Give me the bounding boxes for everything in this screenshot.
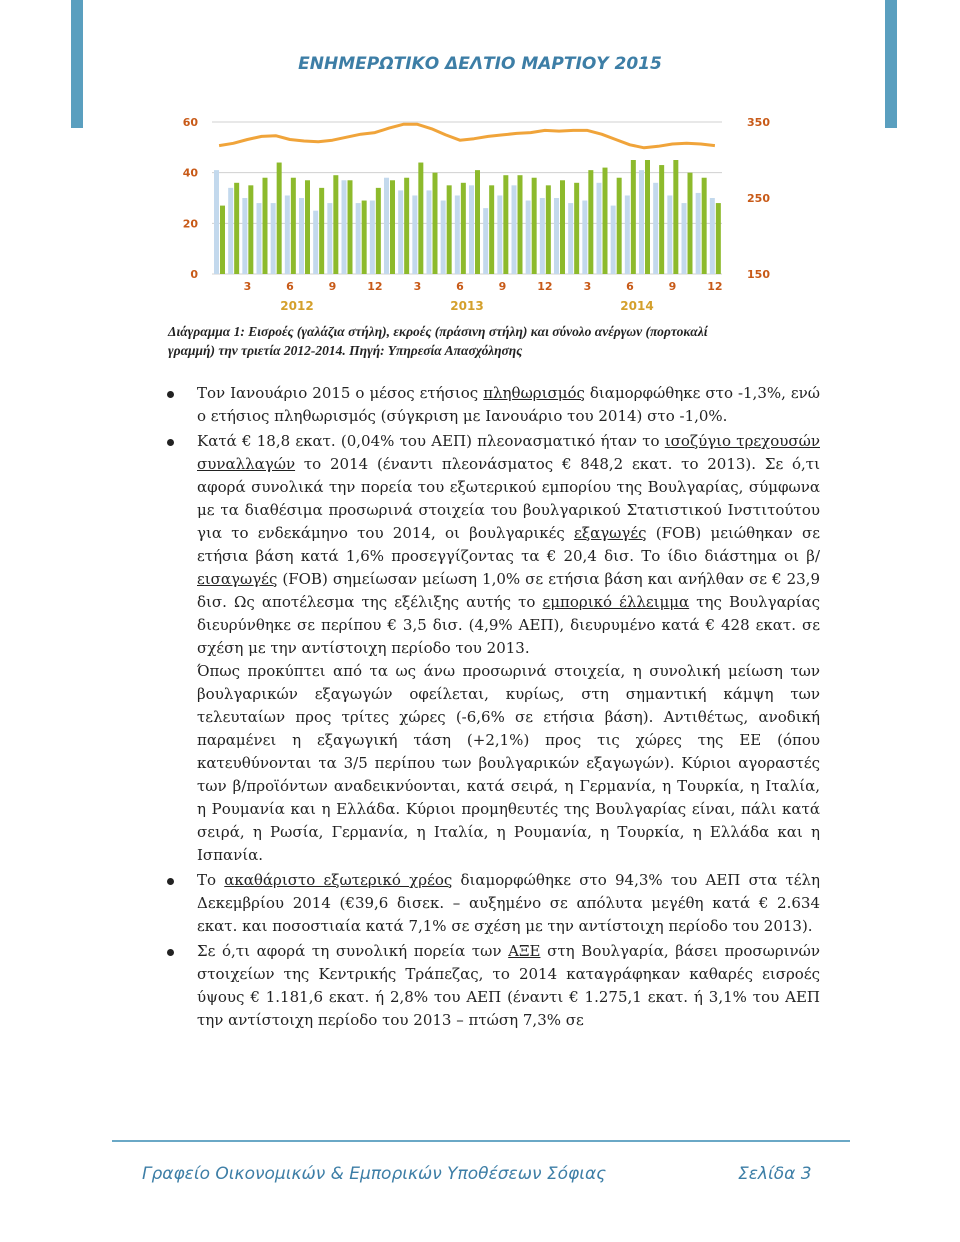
inflow-bar: [257, 203, 262, 274]
inflow-bar: [342, 180, 347, 274]
outflow-bar: [645, 160, 650, 274]
inflow-bar: [483, 208, 488, 274]
year-label: 2012: [280, 299, 314, 313]
inflow-bar: [582, 201, 587, 274]
bullet-text: (FOB) μειώθηκαν σε ετήσια βάση κατά 1,6% προσεγγίζοντας τα € 20,4 δισ. Το ίδιο διάστημα οι β/: [197, 524, 820, 565]
bullet-text: Κατά € 18,8 εκατ. (0,04% του ΑΕΠ) πλεονασματικό ήταν το: [197, 432, 665, 450]
unemployed-line: [219, 124, 715, 148]
inflow-bar: [299, 198, 304, 274]
left-axis-tick-label: 40: [182, 166, 198, 180]
outflow-bar: [631, 160, 636, 274]
inflow-bar: [412, 195, 417, 274]
outflow-bar: [390, 180, 395, 274]
footer-divider: [112, 1140, 850, 1142]
labour-flows-chart: [170, 106, 790, 322]
bullet-current-account: [168, 430, 820, 660]
outflow-bar: [503, 175, 508, 274]
inflow-bar: [356, 203, 361, 274]
outflow-bar: [688, 173, 693, 274]
inflow-bar: [313, 211, 318, 274]
outflow-bar: [433, 173, 438, 274]
footer-page-number: Σελίδα 3: [738, 1164, 812, 1184]
outflow-bar: [362, 201, 367, 274]
month-tick-label: 6: [626, 280, 634, 293]
bullet-text: διαμορφώθηκε στο 94,3% του ΑΕΠ στα τέλη Δεκεμβρίου 2014 (€39,6 δισεκ. – αυξημένο σε απόλυτα μεγέθη κατά € 2.634 εκατ. και ποσοστιαία κατά 7,1% σε σχέση με την αντίστοιχη περίοδο του 2013).: [197, 871, 820, 935]
paragraph-trade-partners: Όπως προκύπτει από τα ως άνω προσωρινά στοιχεία, η συνολική μείωση των βουλγαρικών εξαγωγών οφείλεται, κυρίως, στη σημαντική κάμψη των τελευταίων προς τρίτες χώρες (-6,6% σε ετήσια βάση). Αντιθέτως, ανοδική παραμένει η εξαγωγική τάση (+2,1%) προς τις χώρες της ΕΕ (όπου κατευθύνονται τα 3/5 περίπου των βουλγαρικών εξαγωγών). Κύριοι αγοραστές των β/προϊόντων αναδεικνύονται, κατά σειρά, η Γερμανία, η Τουρκία, η Ιταλία, η Ρουμανία και η Ελλάδα. Κύριοι προμηθευτές της Βουλγαρίας είναι, πάλι κατά σειρά, η Ρωσία, Γερμανία, η Ιταλία, η Ρουμανία, η Τουρκία, η Ελλάδα και η Ισπανία.: [197, 662, 820, 864]
inflow-bar: [653, 183, 658, 274]
inflow-bar: [639, 170, 644, 274]
outflow-bar: [291, 178, 296, 274]
year-label: 2014: [620, 299, 654, 313]
fdi-link[interactable]: ΑΞΕ: [508, 942, 541, 960]
inflow-bar: [327, 203, 332, 274]
outflow-bar: [574, 183, 579, 274]
inflow-bar: [398, 190, 403, 274]
inflow-bar: [540, 198, 545, 274]
main-content: [168, 380, 820, 1032]
right-axis-tick-label: 350: [747, 116, 770, 129]
outflow-bar: [404, 178, 409, 274]
outflow-bar: [220, 206, 225, 274]
month-tick-label: 6: [456, 280, 464, 293]
inflow-bar: [214, 170, 219, 274]
outflow-bar: [588, 170, 593, 274]
exports-link[interactable]: εξαγωγές: [574, 524, 647, 542]
month-tick-label: 12: [707, 280, 723, 293]
outflow-bar: [263, 178, 268, 274]
outflow-bar: [418, 163, 423, 274]
bullet-inflation: [168, 382, 820, 428]
outflow-bar: [305, 180, 310, 274]
bullet-text: Σε ό,τι αφορά τη συνολική πορεία των: [197, 942, 509, 960]
inflow-bar: [554, 198, 559, 274]
month-tick-label: 6: [286, 280, 294, 293]
month-tick-label: 9: [328, 280, 337, 293]
inflow-bar: [625, 195, 630, 274]
caption-line-2: γραμμή) την τριετία 2012-2014. Πηγή: Υπηρεσία Απασχόλησης: [168, 343, 523, 358]
outflow-bar: [319, 188, 324, 274]
month-tick-label: 3: [243, 280, 252, 293]
bullet-text: της Βουλγαρίας διευρύνθηκε σε περίπου € 3,5 δισ. (4,9% ΑΕΠ), διευρυμένο κατά € 428 εκατ. σε σχέση με την αντίστοιχη περίοδο του 2013.: [197, 593, 820, 657]
outflow-bar: [277, 163, 282, 274]
inflow-bar: [568, 203, 573, 274]
bullet-fdi: [168, 940, 820, 1032]
year-label: 2013: [450, 299, 484, 313]
inflow-bar: [667, 195, 672, 274]
inflow-bar: [497, 195, 502, 274]
footer-office: Γραφείο Οικονομικών & Εμπορικών Υποθέσεων Σόφιας: [142, 1164, 607, 1184]
inflow-bar: [228, 188, 233, 274]
outflow-bar: [702, 178, 707, 274]
page-header: ΕΝΗΜΕΡΩΤΙΚΟ ΔΕΛΤΙΟ ΜΑΡΤΙΟΥ 2015: [298, 54, 662, 74]
left-axis-tick-label: 60: [182, 116, 198, 129]
left-axis-tick-label: 20: [182, 217, 198, 231]
outflow-bar: [518, 175, 523, 274]
inflow-bar: [384, 178, 389, 274]
outflow-bar: [376, 188, 381, 274]
inflow-bar: [696, 193, 701, 274]
outflow-bar: [475, 170, 480, 274]
right-axis-tick-label: 250: [747, 192, 770, 205]
inflow-bar: [370, 201, 375, 274]
bullet-text: διαμορφώθηκε στο -1,3%, ενώ ο ετήσιος πληθωρισμός (σύγκριση με Ιανουάριο του 2014) στο -1,0%.: [197, 384, 820, 425]
inflow-bar: [441, 201, 446, 274]
bullet-text: στη Βουλγαρία, βάσει προσωρινών στοιχείων της Κεντρικής Τράπεζας, το 2014 καταγράφηκαν καθαρές εισροές ύψους € 1.181,6 εκατ. ή 2,8% του ΑΕΠ (έναντι € 1.275,1 εκατ. ή 3,1% του ΑΕΠ την αντίστοιχη περίοδο του 2013 – πτώση 7,3% σε: [197, 942, 820, 1029]
outflow-bar: [546, 185, 551, 274]
inflow-bar: [242, 198, 247, 274]
outflow-bar: [333, 175, 338, 274]
inflow-bar: [597, 183, 602, 274]
outflow-bar: [532, 178, 537, 274]
outflow-bar: [248, 185, 253, 274]
outflow-bar: [447, 185, 452, 274]
inflow-bar: [512, 185, 517, 274]
trade-deficit-link[interactable]: εμπορικό έλλειμμα: [542, 593, 690, 611]
imports-link[interactable]: εισαγωγές: [197, 570, 278, 588]
inflow-bar: [469, 185, 474, 274]
outflow-bar: [716, 203, 721, 274]
current-account-link[interactable]: ισοζύγιο τρεχουσών συναλλαγών: [197, 432, 820, 473]
outflow-bar: [603, 168, 608, 274]
outflow-bar: [489, 185, 494, 274]
bullet-text: το 2014 (έναντι πλεονάσματος € 848,2 εκατ. το 2013). Σε ό,τι αφορά συνολικά την πορεία του εξωτερικού εμπορίου της Βουλγαρίας, σύμφωνα με τα διαθέσιμα προσωρινά στοιχεία του βουλγαρικού Στατιστικού Ινστιτούτου για το ενδεκάμηνο του 2014, οι βουλγαρικές: [197, 455, 820, 542]
outflow-bar: [560, 180, 565, 274]
month-tick-label: 3: [583, 280, 592, 293]
chart-caption: [168, 322, 828, 360]
inflation-link[interactable]: πληθωρισμός: [483, 384, 585, 402]
outflow-bar: [461, 183, 466, 274]
month-tick-label: 12: [367, 280, 383, 293]
month-tick-label: 9: [668, 280, 677, 293]
bullet-text: Το: [197, 871, 225, 889]
month-tick-label: 3: [413, 280, 422, 293]
outflow-bar: [234, 183, 239, 274]
inflow-bar: [682, 203, 687, 274]
bullet-text: (FOB) σημείωσαν μείωση 1,0% σε ετήσια βάση και ανήλθαν σε € 23,9 δισ. Ως αποτέλεσμα της εξέλιξης αυτής το: [197, 570, 820, 611]
bullet-text: Τον Ιανουάριο 2015 ο μέσος ετήσιος: [197, 384, 484, 402]
inflow-bar: [526, 201, 531, 274]
inflow-bar: [710, 198, 715, 274]
outflow-bar: [348, 180, 353, 274]
bullet-external-debt: [168, 869, 820, 938]
outflow-bar: [659, 165, 664, 274]
inflow-bar: [427, 190, 432, 274]
external-debt-link[interactable]: ακαθάριστο εξωτερικό χρέος: [224, 871, 453, 889]
caption-line-1: Διάγραμμα 1: Εισροές (γαλάζια στήλη), εκροές (πράσινη στήλη) και σύνολο ανέργων (πορτοκαλί: [168, 324, 708, 339]
inflow-bar: [455, 195, 460, 274]
inflow-bar: [271, 203, 276, 274]
month-tick-label: 9: [498, 280, 507, 293]
right-axis-tick-label: 150: [747, 268, 770, 281]
inflow-bar: [611, 206, 616, 274]
left-axis-tick-label: 0: [190, 268, 198, 281]
outflow-bar: [673, 160, 678, 274]
inflow-bar: [285, 195, 290, 274]
outflow-bar: [617, 178, 622, 274]
month-tick-label: 12: [537, 280, 553, 293]
